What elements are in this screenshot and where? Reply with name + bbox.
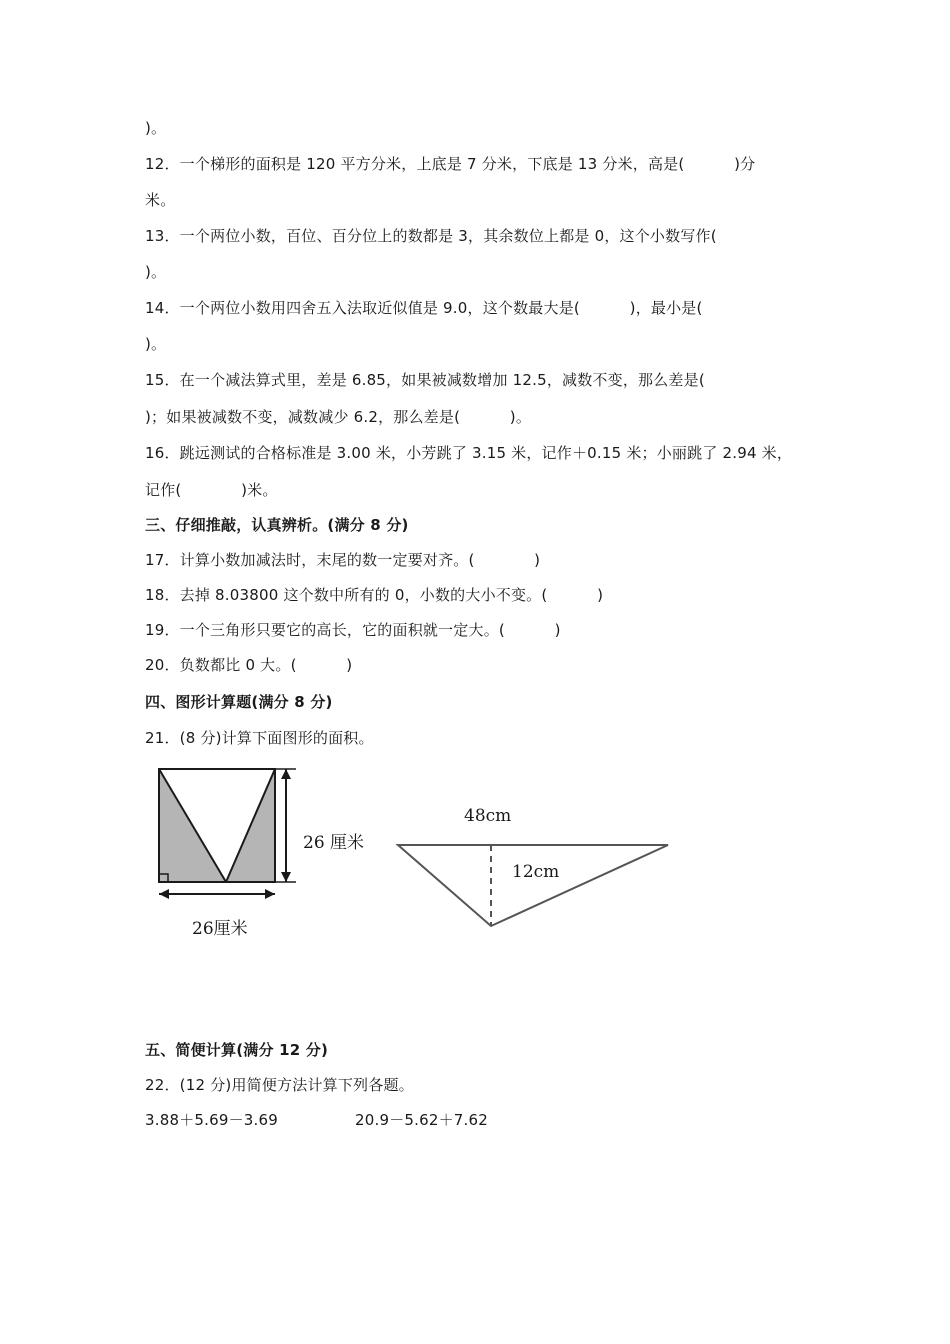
question-16-end: 记作( )米。	[145, 481, 278, 499]
expression-2: 20.9－5.62＋7.62	[355, 1111, 488, 1129]
square-figure	[150, 760, 380, 950]
question-12: 12．一个梯形的面积是 120 平方分米，上底是 7 分米，下底是 13 分米，高是( )分	[145, 155, 756, 173]
question-15-end: )；如果被减数不变，减数减少 6.2，那么差是( )。	[145, 408, 532, 426]
arrow-right-icon	[265, 889, 275, 899]
arrow-left-icon	[159, 889, 169, 899]
side-length-label: 26 厘米	[303, 833, 365, 853]
section-3-title: 三、仔细推敲，认真辨析。(满分 8 分)	[145, 516, 409, 534]
question-19: 19．一个三角形只要它的高长，它的面积就一定大。( )	[145, 621, 561, 639]
bottom-length-label: 26厘米	[192, 919, 248, 939]
question-21: 21．(8 分)计算下面图形的面积。	[145, 729, 374, 747]
question-15: 15．在一个减法算式里，差是 6.85，如果被减数增加 12.5，减数不变，那么差是(	[145, 371, 705, 389]
question-13: 13．一个两位小数，百位、百分位上的数都是 3，其余数位上都是 0，这个小数写作(	[145, 227, 717, 245]
question-20: 20．负数都比 0 大。( )	[145, 656, 353, 674]
height-label: 12cm	[512, 862, 560, 882]
question-12-end: 米。	[145, 191, 176, 209]
arrow-down-icon	[281, 872, 291, 882]
triangle-outline	[398, 845, 668, 926]
question-14: 14．一个两位小数用四舍五入法取近似值是 9.0，这个数最大是( )，最小是(	[145, 299, 703, 317]
question-18: 18．去掉 8.03800 这个数中所有的 0，小数的大小不变。( )	[145, 586, 604, 604]
base-label: 48cm	[464, 806, 512, 826]
section-5-title: 五、简便计算(满分 12 分)	[145, 1041, 329, 1059]
question-16: 16．跳远测试的合格标准是 3.00 米，小芳跳了 3.15 米，记作＋0.15 米；小丽跳了 2.94 米，	[145, 444, 793, 462]
triangle-figure	[390, 795, 680, 945]
question-14-end: )。	[145, 335, 167, 353]
question-13-end: )。	[145, 263, 167, 281]
question-17: 17．计算小数加减法时，末尾的数一定要对齐。( )	[145, 551, 541, 569]
arrow-up-icon	[281, 769, 291, 779]
line-11-end: )。	[145, 119, 167, 137]
section-4-title: 四、图形计算题(满分 8 分)	[145, 693, 333, 711]
question-22: 22．(12 分)用简便方法计算下列各题。	[145, 1076, 414, 1094]
expression-1: 3.88＋5.69－3.69	[145, 1111, 278, 1129]
